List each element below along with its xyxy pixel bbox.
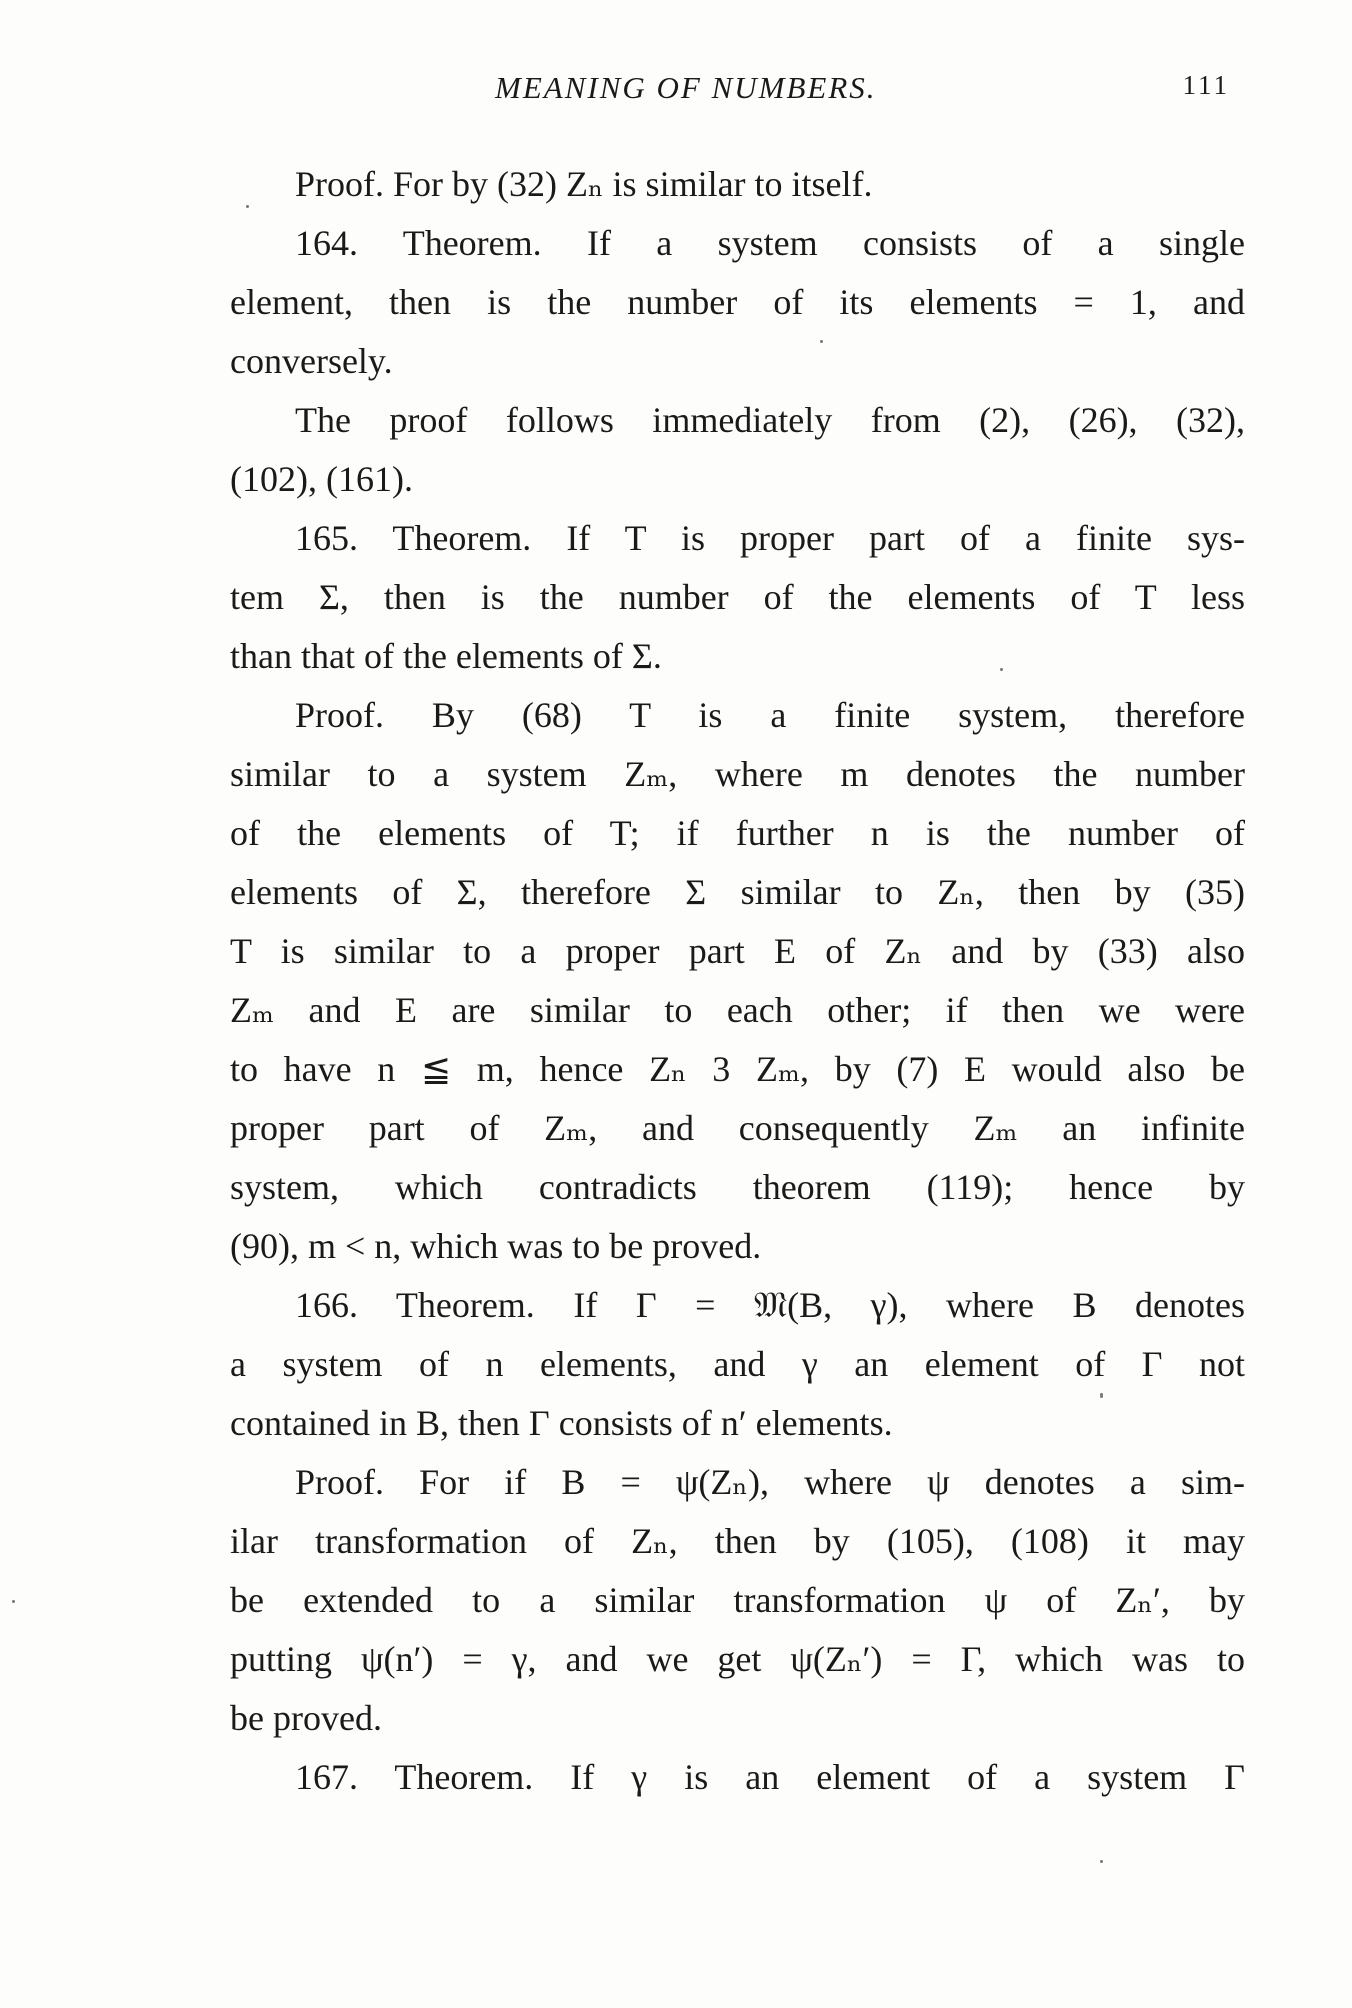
text-line: (90), m < n, which was to be proved.	[230, 1226, 762, 1266]
text-line: 164. Theorem. If a system consists of a single	[295, 223, 1245, 263]
running-title: MEANING OF NUMBERS.	[495, 70, 877, 105]
paper-speck	[820, 340, 823, 343]
text-line: 167. Theorem. If γ is an element of a system Γ	[295, 1757, 1245, 1797]
text-line: proper part of Zₘ, and consequently Zₘ an infinite	[230, 1108, 1245, 1148]
text-line: T is similar to a proper part E of Zₙ and by (33) also	[230, 931, 1245, 971]
paper-speck	[1100, 1395, 1103, 1398]
paper-speck	[12, 1600, 15, 1603]
text-line: 165. Theorem. If T is proper part of a finite sys-	[295, 518, 1245, 558]
text-line: (102), (161).	[230, 459, 413, 499]
text-line: ilar transformation of Zₙ, then by (105), (108) it may	[230, 1521, 1245, 1561]
text-line: to have n ≦ m, hence Zₙ 3 Zₘ, by (7) E would also be	[230, 1049, 1245, 1089]
page-header	[230, 70, 1230, 120]
text-line: than that of the elements of Σ.	[230, 636, 662, 676]
text-line: tem Σ, then is the number of the elements of T less	[230, 577, 1245, 617]
paper-speck	[1100, 1860, 1103, 1863]
text-line: Proof. For if B = ψ(Zₙ), where ψ denotes a sim-	[295, 1462, 1245, 1502]
text-line: elements of Σ, therefore Σ similar to Zₙ, then by (35)	[230, 872, 1245, 912]
text-line: putting ψ(n′) = γ, and we get ψ(Zₙ′) = Γ, which was to	[230, 1639, 1245, 1679]
text-line: be proved.	[230, 1698, 382, 1738]
text-line: The proof follows immediately from (2), (26), (32),	[295, 400, 1245, 440]
text-line: conversely.	[230, 341, 393, 381]
paper-speck	[246, 205, 249, 208]
text-line: similar to a system Zₘ, where m denotes the number	[230, 754, 1245, 794]
text-line: Proof. For by (32) Zₙ is similar to itself.	[295, 164, 873, 204]
text-line: of the elements of T; if further n is the number of	[230, 813, 1245, 853]
text-line: element, then is the number of its elements = 1, and	[230, 282, 1245, 322]
text-line: be extended to a similar transformation ψ of Zₙ′, by	[230, 1580, 1245, 1620]
paper-speck	[1000, 668, 1003, 671]
text-line: Zₘ and E are similar to each other; if then we were	[230, 990, 1245, 1030]
text-line: a system of n elements, and γ an element of Γ not	[230, 1344, 1245, 1384]
body-text	[230, 155, 1245, 1807]
page-number: 111	[1182, 70, 1230, 100]
text-line: Proof. By (68) T is a finite system, therefore	[295, 695, 1245, 735]
text-line: system, which contradicts theorem (119); hence by	[230, 1167, 1245, 1207]
text-line: 166. Theorem. If Γ = 𝔐(B, γ), where B denotes	[295, 1285, 1245, 1325]
text-line: contained in B, then Γ consists of n′ elements.	[230, 1403, 893, 1443]
